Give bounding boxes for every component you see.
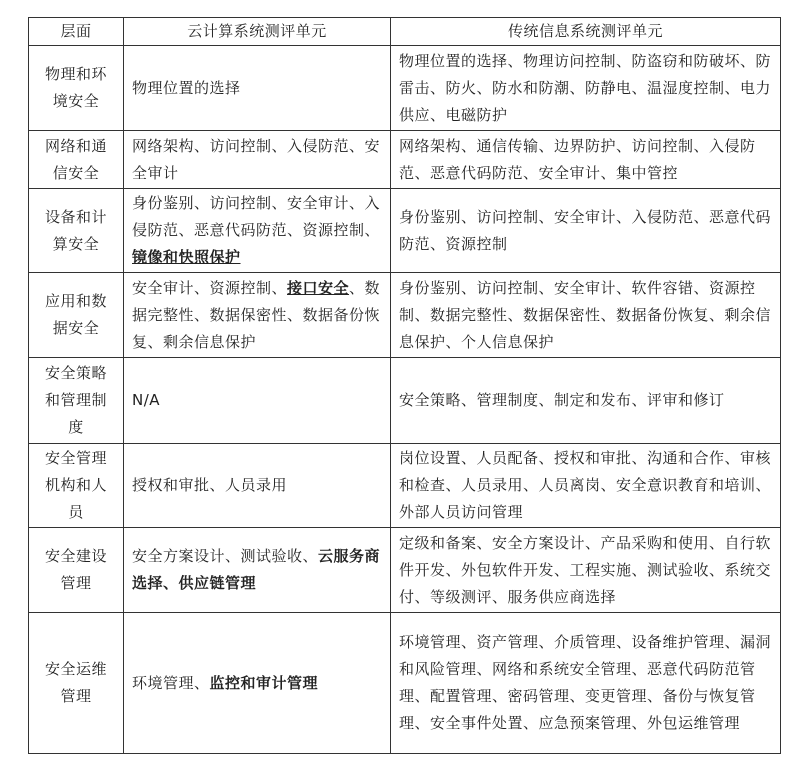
traditional-unit-cell: 岗位设置、人员配备、授权和审批、沟通和合作、审核和检查、人员录用、人员离岗、安全意识教育和培训、外部人员访问管理 xyxy=(391,444,781,528)
layer-cell: 安全建设管理 xyxy=(29,528,124,613)
traditional-unit-cell: 环境管理、资产管理、介质管理、设备维护管理、漏洞和风险管理、网络和系统安全管理、恶意代码防范管理、配置管理、密码管理、变更管理、备份与恢复管理、安全事件处置、应急预案管理、外包运维管理 xyxy=(391,613,781,754)
table-row xyxy=(29,131,781,189)
header-layer: 层面 xyxy=(29,18,124,46)
cloud-unit-cell xyxy=(124,131,391,189)
cloud-unit-text: 物理位置的选择 xyxy=(132,78,241,97)
cloud-unit-cell xyxy=(124,358,391,444)
layer-cell: 应用和数据安全 xyxy=(29,273,124,358)
table-body xyxy=(29,46,781,754)
cloud-unit-text: N/A xyxy=(132,391,161,409)
header-row xyxy=(29,18,781,46)
traditional-unit-cell: 物理位置的选择、物理访问控制、防盗窃和防破坏、防雷击、防火、防水和防潮、防静电、温湿度控制、电力供应、电磁防护 xyxy=(391,46,781,131)
traditional-unit-cell: 定级和备案、安全方案设计、产品采购和使用、自行软件开发、外包软件开发、工程实施、测试验收、系统交付、等级测评、服务供应商选择 xyxy=(391,528,781,613)
cloud-unit-text: 环境管理、 xyxy=(132,673,210,692)
cloud-unit-cell xyxy=(124,444,391,528)
layer-cell: 安全策略和管理制度 xyxy=(29,358,124,444)
layer-cell: 物理和环境安全 xyxy=(29,46,124,131)
cloud-specific-unit: 监控和审计管理 xyxy=(209,673,319,692)
table-row xyxy=(29,273,781,358)
cloud-unit-text: 身份鉴别、访问控制、安全审计、入侵防范、恶意代码防范、资源控制、 xyxy=(132,194,381,239)
table-row xyxy=(29,46,781,131)
cloud-unit-cell xyxy=(124,613,391,754)
traditional-unit-cell: 身份鉴别、访问控制、安全审计、入侵防范、恶意代码防范、资源控制 xyxy=(391,189,781,273)
table-row xyxy=(29,444,781,528)
comparison-table xyxy=(28,17,781,754)
table-row xyxy=(29,358,781,444)
table-row xyxy=(29,189,781,273)
layer-cell: 安全运维管理 xyxy=(29,613,124,754)
cloud-unit-text: 授权和审批、人员录用 xyxy=(132,476,288,494)
header-traditional-units: 传统信息系统测评单元 xyxy=(391,18,781,46)
table-row xyxy=(29,613,781,754)
cloud-unit-text: 安全方案设计、测试验收、 xyxy=(132,547,319,565)
cloud-unit-text: 、数据完整性、数据保密性、数据备份恢复、剩余信息保护 xyxy=(132,278,381,351)
traditional-unit-cell: 网络架构、通信传输、边界防护、访问控制、入侵防范、恶意代码防范、安全审计、集中管控 xyxy=(391,131,781,189)
table-row xyxy=(29,528,781,613)
traditional-unit-cell: 安全策略、管理制度、制定和发布、评审和修订 xyxy=(391,358,781,444)
cloud-unit-cell xyxy=(124,528,391,613)
cloud-specific-unit: 镜像和快照保护 xyxy=(132,248,241,266)
table-header xyxy=(29,18,781,46)
cloud-unit-cell xyxy=(124,273,391,358)
layer-cell: 设备和计算安全 xyxy=(29,189,124,273)
header-cloud-units: 云计算系统测评单元 xyxy=(124,18,391,46)
cloud-specific-unit: 接口安全 xyxy=(287,278,350,297)
cloud-specific-unit: 云服务商选择、供应链管理 xyxy=(132,547,381,592)
layer-cell: 网络和通信安全 xyxy=(29,131,124,189)
cloud-unit-text: 网络架构、访问控制、入侵防范、安全审计 xyxy=(132,136,381,182)
cloud-unit-cell xyxy=(124,46,391,131)
layer-cell: 安全管理机构和人员 xyxy=(29,444,124,528)
cloud-unit-cell xyxy=(124,189,391,273)
cloud-unit-text: 安全审计、资源控制、 xyxy=(132,278,288,297)
traditional-unit-cell: 身份鉴别、访问控制、安全审计、软件容错、资源控制、数据完整性、数据保密性、数据备份恢复、剩余信息保护、个人信息保护 xyxy=(391,273,781,358)
